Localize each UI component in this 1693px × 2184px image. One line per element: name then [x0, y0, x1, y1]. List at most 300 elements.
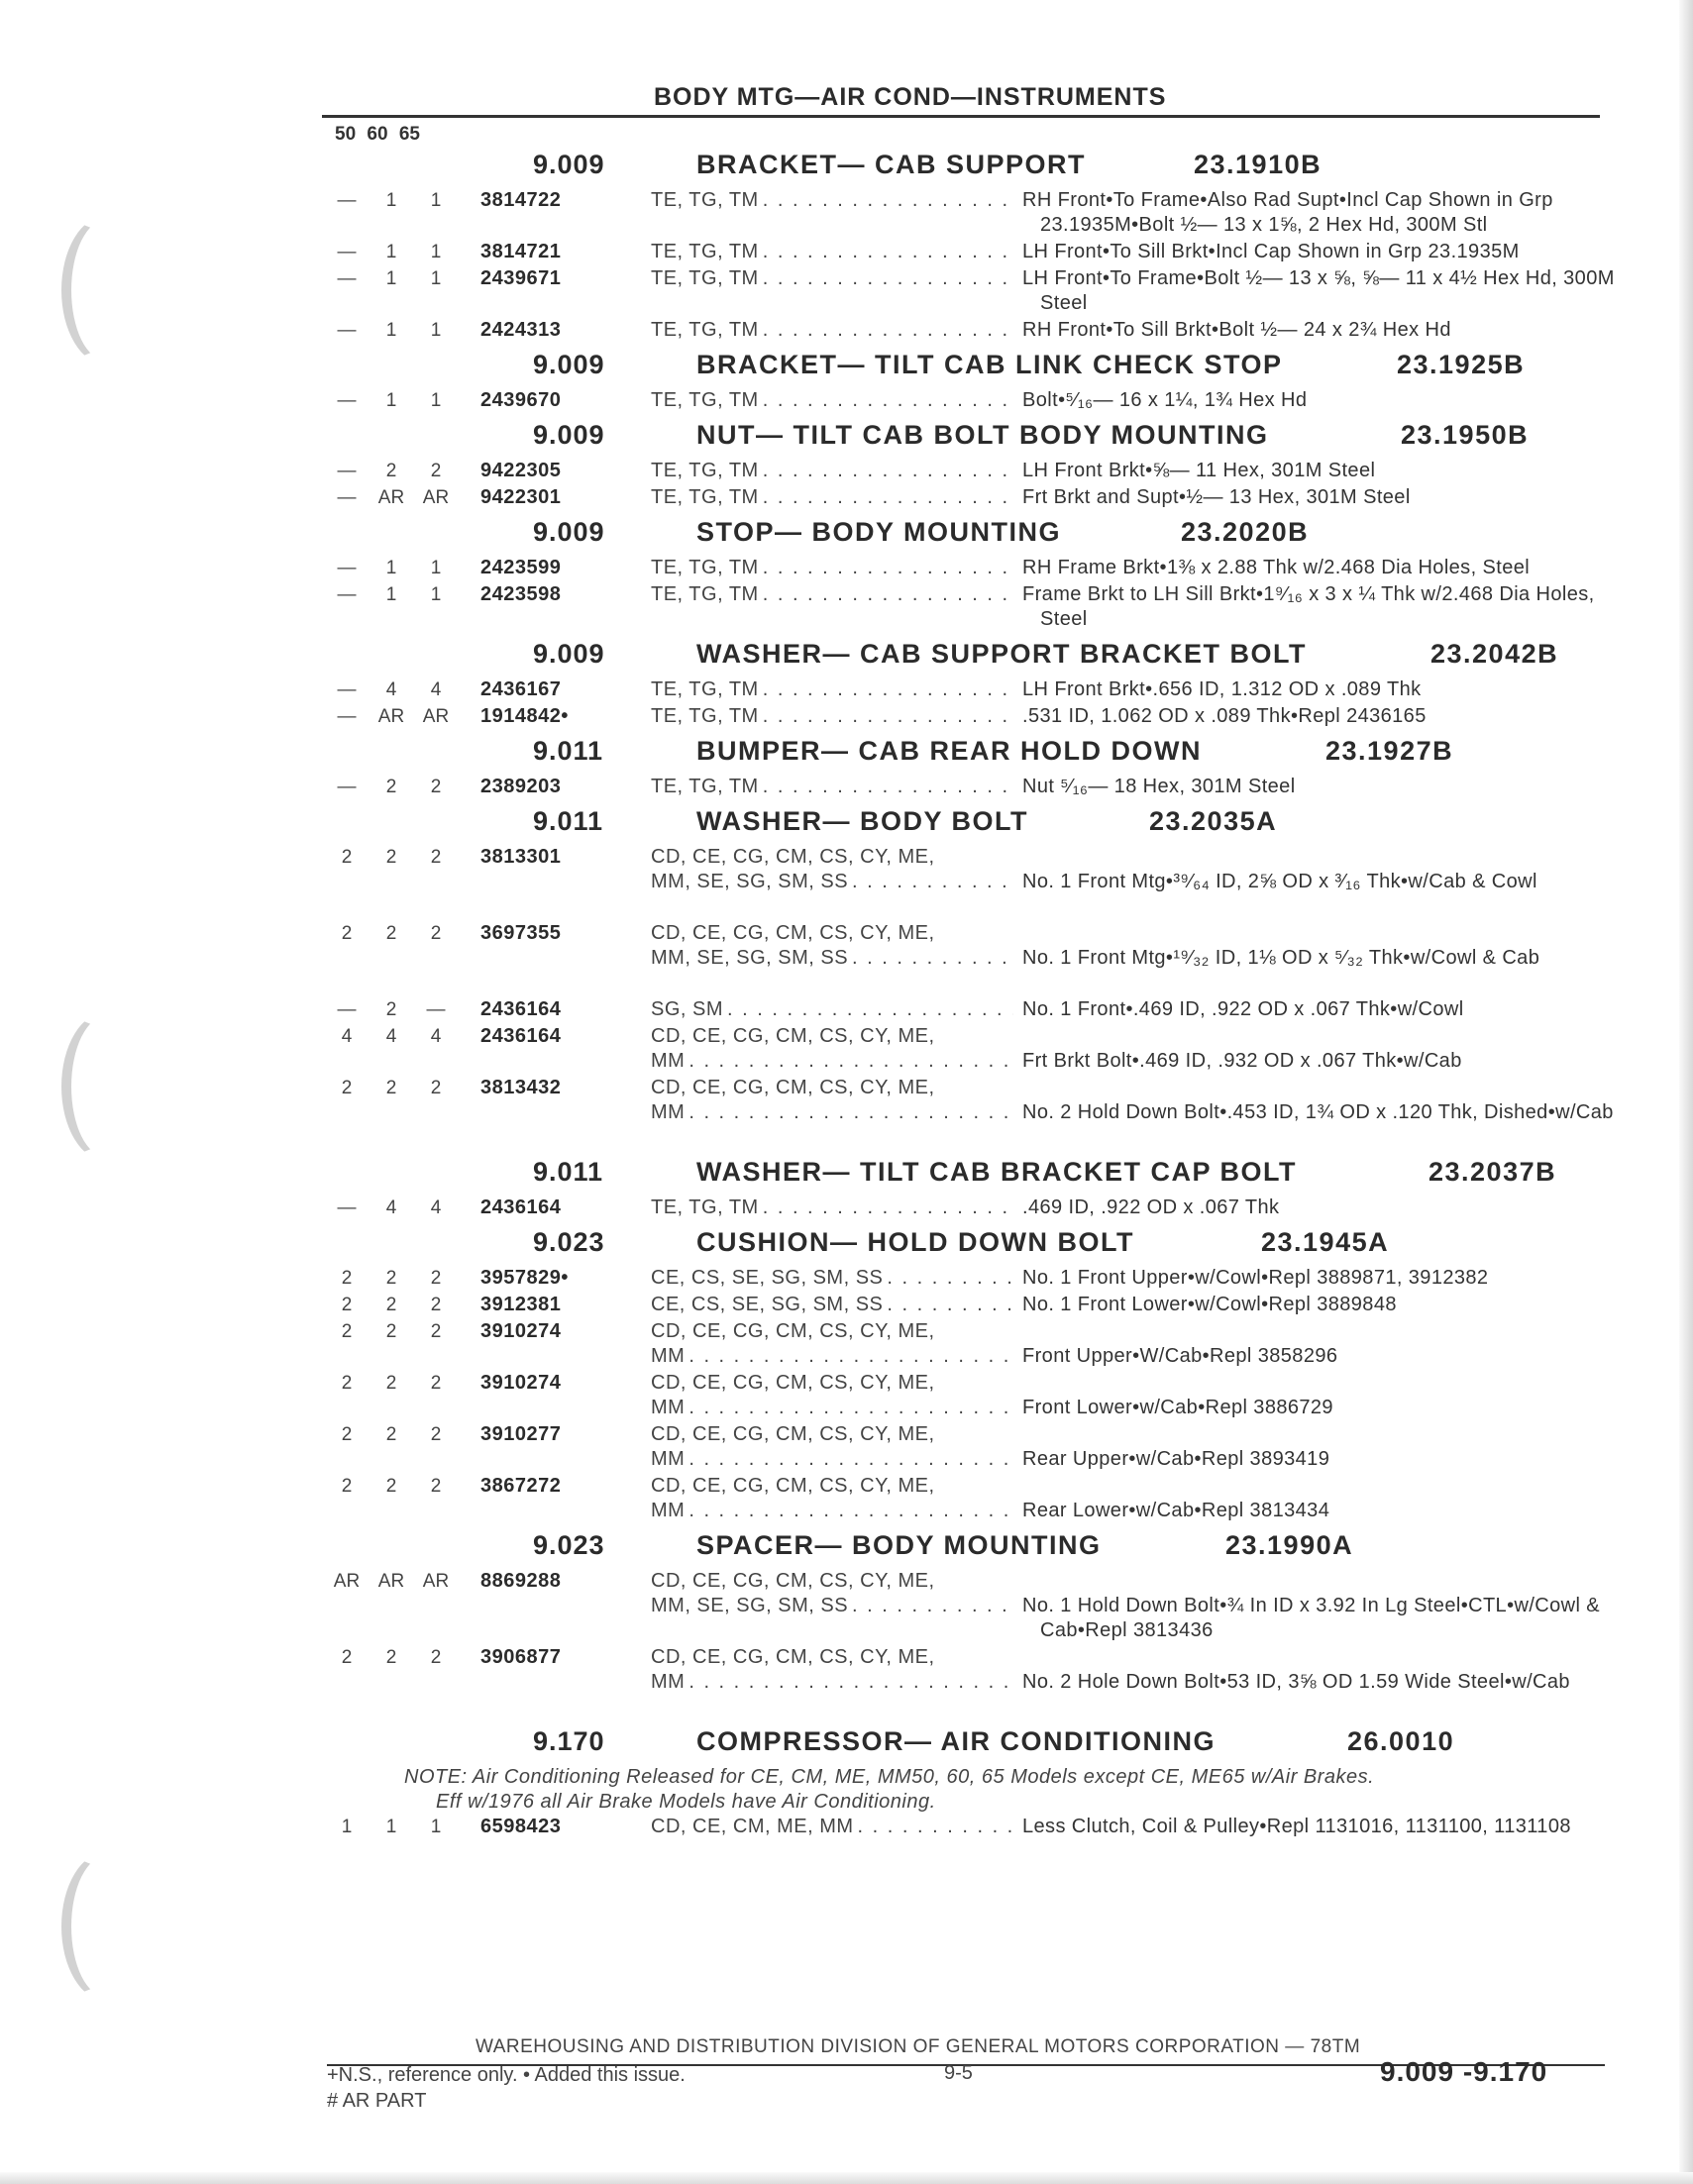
quantity-cell: 2 — [385, 847, 397, 868]
quantity-cell: — — [337, 268, 357, 289]
quantity-cell: 2 — [430, 1268, 442, 1289]
quantity-cell: 1 — [385, 242, 397, 262]
quantity-cell: 2 — [385, 1476, 397, 1497]
part-description: RH Front•To Sill Brkt•Bolt ½— 24 x 2¾ Hex Hd — [1022, 319, 1451, 341]
group-heading — [0, 512, 1693, 556]
part-number: 8869288 — [480, 1570, 562, 1592]
quantity-cell: 2 — [341, 1321, 353, 1342]
quantity-columns — [327, 388, 456, 413]
quantity-columns — [327, 556, 456, 580]
quantity-columns — [327, 240, 456, 264]
quantity-cell: 1 — [385, 268, 397, 289]
model-list — [651, 1645, 1017, 1695]
page-bottom-shadow — [0, 2172, 1693, 2184]
part-description: No. 2 Hole Down Bolt•53 ID, 3⅝ OD 1.59 Wide Steel•w/Cab — [1022, 1671, 1570, 1693]
dot-leader — [763, 485, 1013, 510]
quantity-columns — [327, 997, 456, 1022]
model-list — [651, 318, 1017, 343]
model-list — [651, 1815, 1017, 1839]
part-description: LH Front•To Frame•Bolt ½— 13 x ⅝, ⅝— 11 x 4½ Hex Hd, 300M Steel — [1022, 267, 1615, 314]
part-row — [0, 1569, 1693, 1643]
model-codes: CD, CE, CG, CM, CS, CY, ME, — [651, 1320, 935, 1342]
part-number: 3910277 — [480, 1423, 562, 1445]
dot-leader — [887, 1293, 1013, 1317]
quantity-cell: — — [337, 487, 357, 508]
part-row — [0, 1196, 1693, 1220]
model-line — [651, 1422, 1017, 1447]
quantity-cell: 2 — [385, 1078, 397, 1098]
quantity-cell: — — [337, 1197, 357, 1218]
dot-leader — [763, 240, 1013, 264]
model-codes: MM, SE, SG, SM, SS — [651, 871, 849, 892]
group-number: 9.011 — [533, 736, 604, 766]
dot-leader — [763, 388, 1013, 413]
quantity-columns — [327, 1474, 456, 1499]
quantity-columns — [327, 1569, 456, 1594]
quantity-cell: 2 — [385, 1424, 397, 1445]
quantity-cell: 1 — [430, 320, 442, 341]
part-number: 3814722 — [480, 189, 562, 211]
quantity-cell: — — [337, 242, 357, 262]
quantity-cell: 2 — [430, 1424, 442, 1445]
model-line — [651, 870, 1017, 894]
part-number: 2436164 — [480, 1025, 562, 1047]
group-code: 26.0010 — [1347, 1726, 1455, 1756]
model-line — [651, 1645, 1017, 1670]
model-line — [651, 1474, 1017, 1499]
model-list — [651, 775, 1017, 799]
dot-leader — [688, 1344, 1013, 1369]
quantity-cell: 2 — [430, 777, 442, 797]
part-row — [0, 485, 1693, 510]
part-description: No. 1 Front Lower•w/Cowl•Repl 3889848 — [1022, 1294, 1397, 1315]
model-line — [651, 1319, 1017, 1344]
part-description: RH Front•To Frame•Also Rad Supt•Incl Cap Shown in Grp 23.1935M•Bolt ½— 13 x 1⅝, 2 Hex Hd, 300M Stl — [1022, 189, 1553, 236]
part-number: 3813301 — [480, 846, 562, 868]
group-title: BUMPER— CAB REAR HOLD DOWN — [696, 736, 1202, 766]
part-description: Rear Upper•w/Cab•Repl 3893419 — [1022, 1448, 1330, 1470]
quantity-columns — [327, 266, 456, 291]
footer-legend-line: +N.S., reference only. • Added this issue. — [327, 2064, 686, 2086]
header-rule — [322, 115, 1600, 118]
group-code: 23.2020B — [1181, 517, 1310, 547]
model-line — [651, 1293, 1017, 1317]
quantity-cell: 2 — [385, 1373, 397, 1394]
quantity-cell: 2 — [385, 923, 397, 944]
quantity-cell: — — [337, 390, 357, 411]
group-title: WASHER— TILT CAB BRACKET CAP BOLT — [696, 1157, 1297, 1187]
quantity-columns — [327, 704, 456, 729]
part-number: 1914842• — [480, 705, 569, 727]
group-heading — [0, 634, 1693, 677]
group-heading — [0, 1525, 1693, 1569]
model-list — [651, 188, 1017, 213]
model-line — [651, 1100, 1017, 1125]
quantity-cell: 2 — [341, 1476, 353, 1497]
group-code: 23.1910B — [1194, 150, 1323, 179]
model-list — [651, 677, 1017, 702]
part-row — [0, 677, 1693, 702]
part-row — [0, 1076, 1693, 1150]
model-list — [651, 485, 1017, 510]
part-row — [0, 775, 1693, 799]
dot-leader — [688, 1049, 1013, 1074]
part-number: 2436164 — [480, 998, 562, 1020]
quantity-cell: 2 — [341, 1268, 353, 1289]
quantity-columns — [327, 775, 456, 799]
quantity-cell: AR — [377, 487, 405, 508]
quantity-cell: AR — [422, 1571, 450, 1592]
quantity-cell: 2 — [341, 923, 353, 944]
quantity-cell: 1 — [430, 190, 442, 211]
quantity-cell: 2 — [430, 1321, 442, 1342]
model-line — [651, 1594, 1017, 1618]
group-number: 9.009 — [533, 639, 605, 669]
model-line — [651, 775, 1017, 799]
model-list — [651, 266, 1017, 291]
quantity-cell: — — [337, 558, 357, 578]
model-line — [651, 1815, 1017, 1839]
group-code: 23.1945A — [1261, 1227, 1390, 1257]
part-row — [0, 1422, 1693, 1472]
part-number: 2389203 — [480, 776, 562, 797]
part-row — [0, 1474, 1693, 1523]
part-number: 3910274 — [480, 1372, 562, 1394]
quantity-columns — [327, 188, 456, 213]
dot-leader — [763, 266, 1013, 291]
group-title: STOP— BODY MOUNTING — [696, 517, 1062, 547]
model-list — [651, 388, 1017, 413]
model-line — [651, 188, 1017, 213]
quantity-columns — [327, 1645, 456, 1670]
dot-leader — [688, 1100, 1013, 1125]
dot-leader — [852, 946, 1013, 971]
model-codes: CD, CE, CG, CM, CS, CY, ME, — [651, 1646, 935, 1668]
group-title: NUT— TILT CAB BOLT BODY MOUNTING — [696, 420, 1269, 450]
quantity-cell: 1 — [341, 1817, 353, 1837]
model-codes: CD, CE, CG, CM, CS, CY, ME, — [651, 922, 935, 944]
model-line — [651, 318, 1017, 343]
part-description: Less Clutch, Coil & Pulley•Repl 1131016, 1131100, 1131108 — [1022, 1816, 1571, 1837]
group-heading — [0, 1152, 1693, 1196]
model-list — [651, 1266, 1017, 1291]
part-description: .469 ID, .922 OD x .067 Thk — [1022, 1196, 1280, 1218]
quantity-cell: — — [337, 461, 357, 481]
quantity-cell: — — [337, 999, 357, 1020]
dot-leader — [763, 677, 1013, 702]
group-code: 23.1925B — [1397, 350, 1526, 379]
part-row — [0, 1266, 1693, 1291]
quantity-cell: 2 — [385, 1321, 397, 1342]
group-code: 23.2035A — [1149, 806, 1278, 836]
quantity-columns — [327, 1319, 456, 1344]
quantity-cell: 2 — [341, 1078, 353, 1098]
model-codes: MM — [651, 1500, 686, 1521]
model-codes: MM — [651, 1397, 686, 1418]
quantity-columns — [327, 582, 456, 607]
dot-leader — [763, 556, 1013, 580]
model-column-header: 50 60 65 — [335, 124, 420, 145]
page-number: 9-5 — [944, 2062, 973, 2084]
group-heading — [0, 801, 1693, 845]
part-row — [0, 997, 1693, 1022]
part-number: 3813432 — [480, 1077, 562, 1098]
part-row — [0, 388, 1693, 413]
group-number: 9.009 — [533, 420, 605, 450]
group-code: 23.2037B — [1428, 1157, 1557, 1187]
quantity-columns — [327, 921, 456, 946]
part-number: 3906877 — [480, 1646, 562, 1668]
model-list — [651, 1474, 1017, 1523]
model-line — [651, 677, 1017, 702]
model-line — [651, 485, 1017, 510]
part-description: No. 2 Hold Down Bolt•.453 ID, 1¾ OD x .120 Thk, Dished•w/Cab — [1022, 1101, 1614, 1123]
quantity-cell: AR — [333, 1571, 361, 1592]
part-number: 2424313 — [480, 319, 562, 341]
quantity-cell: 4 — [430, 1197, 442, 1218]
model-list — [651, 240, 1017, 264]
dot-leader — [688, 1396, 1013, 1420]
model-codes: TE, TG, TM — [651, 678, 759, 700]
quantity-cell: — — [337, 320, 357, 341]
quantity-cell: 2 — [385, 1295, 397, 1315]
model-list — [651, 1293, 1017, 1317]
model-list — [651, 1569, 1017, 1618]
part-number: 2423599 — [480, 557, 562, 578]
part-number: 2436167 — [480, 678, 562, 700]
quantity-cell: 2 — [430, 1476, 442, 1497]
quantity-cell: 1 — [385, 1817, 397, 1837]
model-codes: MM — [651, 1050, 686, 1072]
part-description: Front Lower•w/Cab•Repl 3886729 — [1022, 1397, 1333, 1418]
model-line — [651, 582, 1017, 607]
model-line — [651, 1266, 1017, 1291]
model-codes: TE, TG, TM — [651, 486, 759, 508]
model-line — [651, 556, 1017, 580]
model-codes: TE, TG, TM — [651, 389, 759, 411]
part-row — [0, 266, 1693, 316]
model-codes: CD, CE, CG, CM, CS, CY, ME, — [651, 1570, 935, 1592]
part-description: No. 1 Front•.469 ID, .922 OD x .067 Thk•w/Cowl — [1022, 998, 1464, 1020]
group-title: WASHER— CAB SUPPORT BRACKET BOLT — [696, 639, 1308, 669]
group-title: COMPRESSOR— AIR CONDITIONING — [696, 1726, 1217, 1756]
part-row — [0, 240, 1693, 264]
part-description: No. 1 Front Upper•w/Cowl•Repl 3889871, 3912382 — [1022, 1267, 1489, 1289]
part-number: 2439670 — [480, 389, 562, 411]
quantity-columns — [327, 845, 456, 870]
model-list — [651, 556, 1017, 580]
quantity-cell: AR — [422, 706, 450, 727]
part-number: 2436164 — [480, 1196, 562, 1218]
group-note — [404, 1765, 1593, 1815]
part-row — [0, 1371, 1693, 1420]
part-number: 3867272 — [480, 1475, 562, 1497]
footer-legend — [327, 2062, 686, 2114]
model-codes: MM, SE, SG, SM, SS — [651, 1595, 849, 1616]
quantity-cell: 2 — [341, 1647, 353, 1668]
quantity-cell: — — [337, 777, 357, 797]
quantity-cell: 1 — [385, 390, 397, 411]
group-title: BRACKET— TILT CAB LINK CHECK STOP — [696, 350, 1283, 379]
dot-leader — [887, 1266, 1013, 1291]
part-row — [0, 704, 1693, 729]
quantity-columns — [327, 1076, 456, 1100]
model-codes: CD, CE, CG, CM, CS, CY, ME, — [651, 846, 935, 868]
quantity-cell: 2 — [341, 847, 353, 868]
quantity-cell: — — [337, 679, 357, 700]
group-title: SPACER— BODY MOUNTING — [696, 1530, 1102, 1560]
part-description: Bolt•⁵⁄₁₆— 16 x 1¼, 1¾ Hex Hd — [1022, 389, 1308, 411]
model-codes: CD, CE, CG, CM, CS, CY, ME, — [651, 1475, 935, 1497]
note-line: Eff w/1976 all Air Brake Models have Air Conditioning. — [436, 1791, 936, 1813]
dot-leader — [763, 1196, 1013, 1220]
quantity-cell: 4 — [385, 679, 397, 700]
group-code: 23.2042B — [1430, 639, 1559, 669]
model-codes: CD, CE, CG, CM, CS, CY, ME, — [651, 1077, 935, 1098]
part-number: 9422305 — [480, 460, 562, 481]
model-line — [651, 459, 1017, 483]
quantity-columns — [327, 1293, 456, 1317]
dot-leader — [688, 1670, 1013, 1695]
parts-catalog — [0, 145, 1693, 1866]
quantity-cell: 1 — [430, 242, 442, 262]
model-list — [651, 459, 1017, 483]
dot-leader — [763, 775, 1013, 799]
model-line — [651, 1569, 1017, 1594]
group-code: 23.1990A — [1225, 1530, 1354, 1560]
footer-publisher: WAREHOUSING AND DISTRIBUTION DIVISION OF GENERAL MOTORS CORPORATION — 78TM — [476, 2036, 1361, 2057]
note-line: NOTE: Air Conditioning Released for CE, CM, ME, MM50, 60, 65 Models except CE, ME65 w/Air Brakes. — [404, 1766, 1375, 1788]
part-number: 3957829• — [480, 1267, 569, 1289]
part-description: .531 ID, 1.062 OD x .089 Thk•Repl 2436165 — [1022, 705, 1427, 727]
part-number: 2423598 — [480, 583, 562, 605]
page-title: BODY MTG—AIR COND—INSTRUMENTS — [654, 83, 1167, 111]
group-heading — [0, 345, 1693, 388]
model-line — [651, 1670, 1017, 1695]
dot-leader — [688, 1499, 1013, 1523]
quantity-cell: AR — [422, 487, 450, 508]
quantity-cell: AR — [377, 706, 405, 727]
part-row — [0, 1815, 1693, 1864]
group-heading — [0, 731, 1693, 775]
part-description: Front Upper•W/Cab•Repl 3858296 — [1022, 1345, 1338, 1367]
dot-leader — [852, 870, 1013, 894]
group-number: 9.009 — [533, 350, 605, 379]
part-description: LH Front Brkt•.656 ID, 1.312 OD x .089 Thk — [1022, 678, 1422, 700]
model-line — [651, 1499, 1017, 1523]
model-codes: TE, TG, TM — [651, 705, 759, 727]
quantity-cell: 1 — [385, 584, 397, 605]
part-row — [0, 582, 1693, 632]
group-heading — [0, 415, 1693, 459]
part-description: Frt Brkt and Supt•½— 13 Hex, 301M Steel — [1022, 486, 1411, 508]
quantity-columns — [327, 1024, 456, 1049]
quantity-cell: 2 — [385, 999, 397, 1020]
model-codes: TE, TG, TM — [651, 460, 759, 481]
model-line — [651, 388, 1017, 413]
part-row — [0, 845, 1693, 919]
model-list — [651, 921, 1017, 971]
group-number: 9.023 — [533, 1227, 605, 1257]
quantity-cell: 2 — [430, 1078, 442, 1098]
model-codes: TE, TG, TM — [651, 776, 759, 797]
group-code: 23.1950B — [1401, 420, 1530, 450]
model-codes: TE, TG, TM — [651, 241, 759, 262]
punch-hole — [61, 1852, 151, 2001]
quantity-cell: 2 — [430, 1373, 442, 1394]
model-line — [651, 1196, 1017, 1220]
dot-leader — [763, 318, 1013, 343]
quantity-columns — [327, 1371, 456, 1396]
quantity-cell: 2 — [341, 1373, 353, 1394]
model-codes: CD, CE, CM, ME, MM — [651, 1816, 854, 1837]
quantity-columns — [327, 318, 456, 343]
quantity-cell: 1 — [430, 558, 442, 578]
model-line — [651, 1344, 1017, 1369]
part-row — [0, 459, 1693, 483]
quantity-columns — [327, 677, 456, 702]
model-list — [651, 1422, 1017, 1472]
part-description: Rear Lower•w/Cab•Repl 3813434 — [1022, 1500, 1330, 1521]
group-number: 9.009 — [533, 150, 605, 179]
quantity-cell: — — [337, 584, 357, 605]
model-list — [651, 1196, 1017, 1220]
model-codes: CD, CE, CG, CM, CS, CY, ME, — [651, 1372, 935, 1394]
group-title: BRACKET— CAB SUPPORT — [696, 150, 1087, 179]
group-number: 9.011 — [533, 806, 604, 836]
group-number: 9.170 — [533, 1726, 605, 1756]
group-title: CUSHION— HOLD DOWN BOLT — [696, 1227, 1134, 1257]
quantity-cell: 1 — [385, 190, 397, 211]
model-line — [651, 266, 1017, 291]
model-list — [651, 704, 1017, 729]
model-line — [651, 704, 1017, 729]
quantity-cell: AR — [377, 1571, 405, 1592]
quantity-cell: 2 — [430, 923, 442, 944]
quantity-cell: 1 — [385, 558, 397, 578]
part-row — [0, 556, 1693, 580]
model-codes: TE, TG, TM — [651, 583, 759, 605]
part-number: 3912381 — [480, 1294, 562, 1315]
section-range: 9.009 -9.170 — [1380, 2056, 1548, 2087]
part-description: Frt Brkt Bolt•.469 ID, .932 OD x .067 Thk•w/Cab — [1022, 1050, 1462, 1072]
quantity-cell: 4 — [430, 679, 442, 700]
dot-leader — [763, 188, 1013, 213]
part-number: 2439671 — [480, 267, 562, 289]
model-codes: TE, TG, TM — [651, 557, 759, 578]
quantity-cell: 2 — [430, 1295, 442, 1315]
part-row — [0, 318, 1693, 343]
quantity-cell: 1 — [430, 584, 442, 605]
model-list — [651, 582, 1017, 607]
part-description: LH Front•To Sill Brkt•Incl Cap Shown in Grp 23.1935M — [1022, 241, 1520, 262]
part-description: No. 1 Front Mtg•¹⁹⁄₃₂ ID, 1⅛ OD x ⁵⁄₃₂ Thk•w/Cowl & Cab — [1022, 947, 1540, 969]
quantity-cell: 4 — [341, 1026, 353, 1047]
quantity-cell: 2 — [385, 461, 397, 481]
quantity-cell: 4 — [385, 1026, 397, 1047]
quantity-columns — [327, 459, 456, 483]
part-row — [0, 1319, 1693, 1369]
quantity-columns — [327, 1422, 456, 1447]
model-codes: TE, TG, TM — [651, 319, 759, 341]
model-list — [651, 845, 1017, 894]
part-row — [0, 921, 1693, 995]
quantity-cell: — — [337, 190, 357, 211]
group-title: WASHER— BODY BOLT — [696, 806, 1029, 836]
group-number: 9.009 — [533, 517, 605, 547]
part-description: No. 1 Front Mtg•³⁹⁄₆₄ ID, 2⅝ OD x ³⁄₁₆ Thk•w/Cab & Cowl — [1022, 871, 1537, 892]
dot-leader — [727, 997, 1013, 1022]
